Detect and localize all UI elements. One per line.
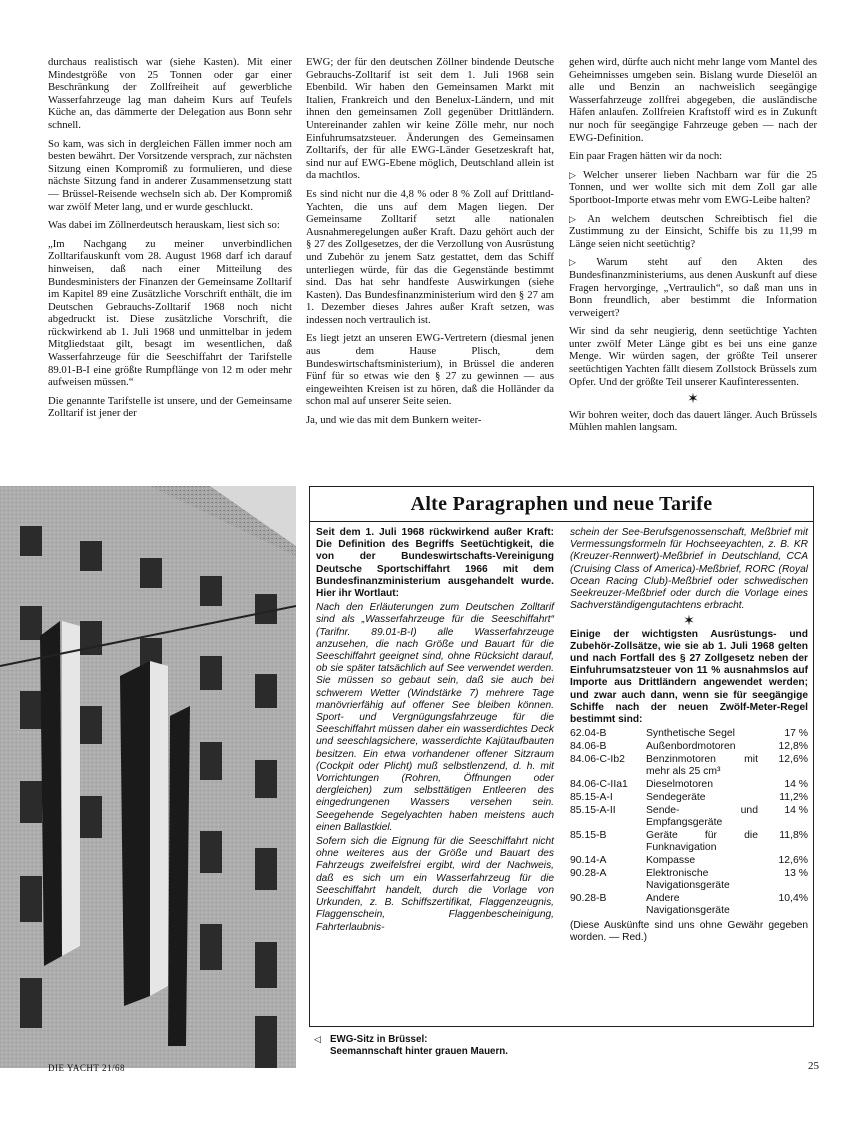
star-separator: ✶ — [683, 612, 695, 629]
building-photo-graphic — [0, 486, 296, 1068]
paragraph: durchaus realistisch war (siehe Kasten). Mit einer Mindestgröße von 25 Tonnen oder gar einer Beschränkung der Zollfreiheit auf gewerbliche Wasserfahrzeuge lag man daheim Kurs auf Teufels Küche an, das dämmerte der Delegation aus Bonn sehr schnell. — [48, 56, 292, 131]
box-column-2 — [570, 527, 808, 947]
article-column-2 — [306, 56, 554, 433]
tariff-rate: 11,2% — [779, 792, 808, 804]
tariff-row — [570, 792, 808, 805]
triangle-bullet-icon: ▷ — [569, 257, 594, 268]
tariff-code: 84.06-B — [570, 741, 607, 753]
tariff-item: Benzinmotoren mit mehr als 25 cm³ — [646, 754, 758, 778]
tariff-row — [570, 893, 808, 918]
tariff-code: 90.28-A — [570, 868, 607, 880]
tariff-item: Geräte für die Funknavigation — [646, 830, 758, 854]
tariff-row — [570, 805, 808, 830]
question: ▷ Welcher unserer lieben Nachbarn war für die 25 Tonnen, und wer wollte sich mit dem Zoll gar alle Sportboot-Importe etwas mehr vom EWG-Leibe halten? — [569, 168, 817, 206]
tariff-table — [570, 728, 808, 918]
tariff-rate: 14 % — [784, 779, 808, 791]
tariff-code: 84.06-C-Ib2 — [570, 754, 625, 766]
info-box — [309, 486, 814, 1027]
article-column-3 — [569, 56, 817, 440]
definition-text: Nach den Erläuterungen zum Deutschen Zolltarif sind als „Wasserfahrzeuge für die Seeschiffahrt“ (Tarifnr. 89.01-B-I) alle Wasserfahrzeuge anzusehen, die nach Größe und Bauart für die Seeschiffahrt geeignet sind, ohne Rücksicht darauf, ob sie später tatsächlich auf See verwendet werden. Sie müssen so gebaut sein, daß sie auch bei schwerem Wetter (Windstärke 7) mehrere Tage manövrierfähig auf offener See bleiben können. Sport- und Vergnügungsfahrzeuge für die Seeschiffahrt müssen daher ein wasserdichtes Deck und seeschlagsichere, wasserdichte Kajütaufbauten besitzen. Ein etwa vorhandener offener Sitzraum (Cockpit oder Plicht) muß selbstlenzend, d. h. mit Vorrichtungen (Rohren, Öffnungen oder dergleichen) zum selbsttätigen Entleeren des eingedrungenen Wassers versehen sein. Seegehende Segelyachten haben meistens auch einen Ballastkiel. — [316, 602, 554, 833]
paragraph: gehen wird, dürfte auch nicht mehr lange vom Mantel des Geheimnisses umgeben sein. Bislang wurde Dieselöl an alle und Benzin an nachweislich seegängige Wasserfahrzeuge zollfrei abgegeben, die ausländische Häfen anlaufen. Zollfreien Kraftstoff wird es in Zukunft nur noch für seegängige Fahrzeuge geben — nach der EWG-Definition. — [569, 56, 817, 144]
box-intro: Seit dem 1. Juli 1968 rückwirkend außer Kraft: Die Definition des Begriffs Seetüchtigkeit, die von der Bundeswirtschafts-Vereinigung Deutsche Sportschiffahrt 1966 mit dem Bundesfinanzministerium ausgehandelt wurde. Hier ihr Wortlaut: — [316, 527, 554, 600]
page-number: 25 — [808, 1060, 819, 1072]
caption-line: Seemannschaft hinter grauen Mauern. — [330, 1045, 509, 1057]
paragraph: Was dabei im Zöllnerdeutsch herauskam, liest sich so: — [48, 219, 280, 232]
tariff-row — [570, 754, 808, 779]
tariff-item: Kompasse — [646, 855, 696, 867]
triangle-bullet-icon: ▷ — [569, 213, 585, 224]
quote-paragraph: „Im Nachgang zu meiner unverbindlichen Zolltarifauskunft vom 28. August 1968 darf ich darauf hinweisen, daß nach einer Mitteilung des Bundesministers der Finanzen der Gemeinsame Zolltarif im Kapitel 89 eine Zusätzliche Vorschrift enthält, die im Deutschen Gebrauchs-Zolltarif 1968 noch nicht abgedruckt ist. Diese zusätzliche Vorschrift, die rückwirkend ab 1. Juli 1968 und unmittelbar in jedem Mitgliedstaat gilt, besagt im wesentlichen, daß Wasserfahrzeuge für die Seeschiffahrt der Tarifstelle 89.01-B-I eine größte Rumpflänge von 12 m oder mehr aufweisen müssen.“ — [48, 237, 292, 389]
tariff-row — [570, 830, 808, 855]
paragraph: So kam, was sich in dergleichen Fällen immer noch am besten bewährt. Der Vorsitzende versprach, zur nächsten Sitzung einen Kompromiß zu formulieren, und diese nächste Sitzung fand in anderer Zusammensetzung statt — Brüssel-Reisende wechseln sich ab. Der Kompromiß war zwölf Meter lang, und er wurde geschluckt. — [48, 137, 292, 213]
title-divider — [310, 521, 813, 522]
question: ▷ An welchem deutschen Schreibtisch fiel die Zustimmung zu der Einsicht, Schiffe bis zu 11,99 m Länge seien nicht seetüchtig? — [569, 212, 817, 250]
tariff-rate: 13 % — [784, 868, 808, 880]
tariff-code: 90.28-B — [570, 893, 607, 905]
paragraph: Die genannte Tarifstelle ist unsere, und der Gemeinsame Zolltarif ist jener der — [48, 394, 292, 420]
tariff-rate: 17 % — [784, 728, 808, 740]
magazine-footer: DIE YACHT 21/68 — [48, 1063, 125, 1073]
tariff-intro: Einige der wichtigsten Ausrüstungs- und Zubehör-Zollsätze, wie sie ab 1. Juli 1968 gelten und nach Fortfall des § 27 Zollgesetz neben der Einfuhrumsatzsteuer von 11 % ausnahmslos auf Importe aus Drittländern angewendet werden; und zwar auch dann, wenn sie für seegängige Schiffe nach der neuen Zwölf-Meter-Regel bestimmt sind: — [570, 628, 808, 726]
tariff-code: 90.14-A — [570, 855, 607, 867]
tariff-rate: 10,4% — [778, 893, 808, 905]
closing-paragraph: Wir bohren weiter, doch das dauert länger. Auch Brüssels Mühlen mahlen langsam. — [569, 408, 817, 434]
box-column-1 — [316, 527, 554, 936]
box-title: Alte Paragraphen und neue Tarife — [410, 493, 713, 515]
tariff-row — [570, 741, 808, 754]
tariff-item: Andere Navigationsgeräte — [646, 893, 730, 917]
article-column-1 — [48, 56, 292, 426]
tariff-rate: 14 % — [784, 805, 808, 817]
tariff-row — [570, 855, 808, 868]
tariff-row — [570, 779, 808, 792]
paragraph: Ein paar Fragen hätten wir da noch: — [569, 150, 723, 163]
tariff-item: Sendegeräte — [646, 792, 706, 804]
tariff-code: 85.15-A-I — [570, 792, 613, 804]
paragraph: Wir sind da sehr neugierig, denn seetüchtige Yachten unter zwölf Meter Länge gibt es bei uns eine ganze Menge. Wir würden sagen, der größte Teil unserer seetüchtigen Yachten fällt diesem Zollstock Brüssels zum Opfer. Und der größte Teil unserer Kaufinteressenten. — [569, 325, 817, 388]
paragraph: Es sind nicht nur die 4,8 % oder 8 % Zoll auf Drittland-Yachten, die uns auf dem Magen liegen. Der Gemeinsame Zolltarif setzt alle nationalen Ausnahmeregelungen außer Kraft. Dazu gehört auch der § 27 des Zollgesetzes, der die Verzollung von Ausrüstung und Zubehör zu jenem Satz gestattet, dem das Schiff unterliegen würde, für das die Gegenstände bestimmt sind. Das hat sehr handfeste Auswirkungen (siehe Kasten). Das Bundesfinanzministerium wird den § 27 am 1. Dezember dieses Jahres außer Kraft setzen, was indessen noch vertraulich ist. — [306, 187, 554, 326]
paragraph: Es liegt jetzt an unseren EWG-Vertretern (diesmal jenen aus dem Hause Plisch, dem Bundeswirtschaftsministerium), in Brüssel die anderen Fünf für so etwas wie den § 27 zu gewinnen — aus eingeweihten Kreisen ist zu hören, daß die Holländer da schon mal auf unserer Seite seien. — [306, 332, 554, 408]
tariff-item: Sende- und Empfangsgeräte — [646, 805, 758, 829]
caption-line: EWG-Sitz in Brüssel: — [330, 1034, 428, 1045]
left-triangle-icon: ◁ — [314, 1034, 321, 1044]
tariff-item: Elektronische Navigationsgeräte — [646, 868, 730, 892]
tariff-rate: 12,8% — [778, 741, 808, 753]
tariff-code: 84.06-C-IIa1 — [570, 779, 628, 791]
tariff-rate: 11,8% — [779, 830, 808, 842]
tariff-rate: 12,6% — [778, 855, 808, 867]
tariff-item: Synthetische Segel — [646, 728, 735, 740]
tariff-rate: 12,6% — [778, 754, 808, 766]
tariff-row — [570, 728, 808, 741]
building-photo — [0, 486, 296, 1068]
definition-text: Sofern sich die Eignung für die Seeschiffahrt nicht ohne weiteres aus der Größe und Bauart des Fahrzeugs zweifelsfrei ergibt, wird der Nachweis, daß es sich um ein Wasserfahrzeug für die Seeschiffahrt handelt, durch die Vorlage von Urkunden, z. B. Schiffszertifikat, Flaggenzeugnis, Flaggenschein, Flaggenbescheinigung, Fahrterlaubnis- — [316, 836, 554, 933]
paragraph: Ja, und wie das mit dem Bunkern weiter- — [306, 414, 482, 427]
tariff-code: 85.15-A-II — [570, 805, 616, 817]
tariff-item: Dieselmotoren — [646, 779, 713, 791]
star-separator: ✶ — [687, 392, 699, 408]
tariff-row — [570, 868, 808, 893]
paragraph: EWG; der für den deutschen Zöllner bindende Deutsche Gebrauchs-Zolltarif ist seit dem 1. Juli 1968 sein Ebenbild. Wir haben den Gemeinsamen Markt mit Italien, Frankreich und den Benelux-Ländern, und mit ihnen den gemeinsamen Zoll gegenüber Drittländern. Untereinander zahlen wir keine Zölle mehr, nur noch Einfuhrumsatzsteuer. Änderungen des Gemeinsamen Zolltarifs, der für alle EWG-Länder Gesetzeskraft hat, sind nur auf EWG-Ebene möglich, Deutschland allein ist da machtlos. — [306, 56, 554, 182]
triangle-bullet-icon: ▷ — [569, 169, 581, 180]
box-note: (Diese Auskünfte sind uns ohne Gewähr gegeben worden. — Red.) — [570, 920, 808, 944]
tariff-code: 85.15-B — [570, 830, 607, 842]
tariff-code: 62.04-B — [570, 728, 607, 740]
tariff-item: Außenbordmotoren — [646, 741, 736, 753]
definition-text: schein der See-Berufsgenossenschaft, Meßbrief mit Vermessungsformeln für Hochseeyachten, z. B. KR (Kreuzer-Rennwert)-Meßbrief in Deutschland, CCA (Cruising Class of America)-Meßbrief, RORC (Royal Ocean Racing Club)-Meßbrief oder schwedischen Seekreuzer-Meßbrief oder durch die Vorlage eines Sachverständigengutachtens erbracht. — [570, 527, 808, 612]
question: ▷ Warum steht auf den Akten des Bundesfinanzministeriums, aus denen Auskunft auf diese Fragen hervorginge, „Vertraulich“, so daß man uns in Bonn freundlich, aber bestimmt die Information verweigert? — [569, 256, 818, 319]
